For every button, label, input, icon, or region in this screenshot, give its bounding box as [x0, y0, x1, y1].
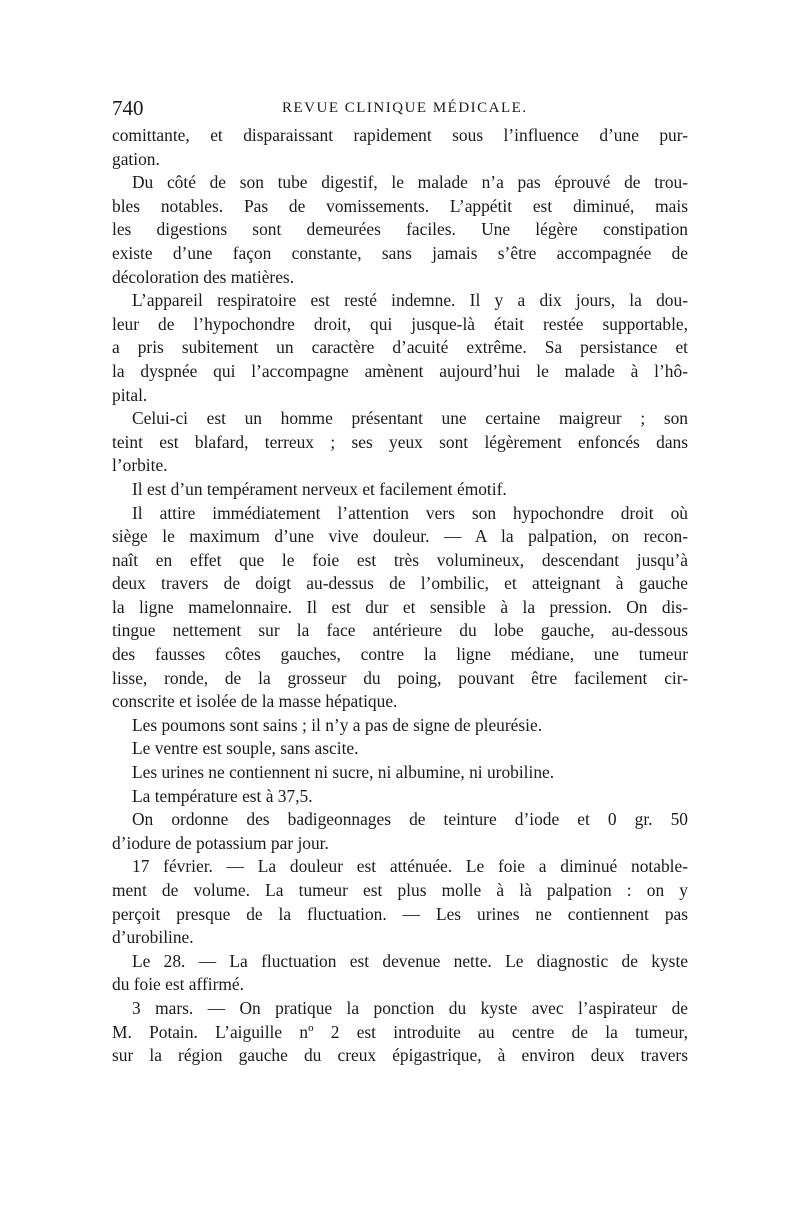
- text-line: L’appareil respiratoire est resté indemne. Il y a dix jours, la dou-: [132, 290, 688, 311]
- running-title: REVUE CLINIQUE MÉDICALE.: [282, 100, 528, 116]
- body-text: [112, 124, 688, 1068]
- text-line: du foie est affirmé.: [112, 974, 244, 995]
- text-line: tingue nettement sur la face antérieure du lobe gauche, au-dessous: [112, 620, 688, 641]
- text-line: 17 février. — La douleur est atténuée. Le foie a diminué notable-: [132, 856, 688, 877]
- text-line: leur de l’hypochondre droit, qui jusque-là était restée supportable,: [112, 313, 688, 334]
- text-line: Le ventre est souple, sans ascite.: [132, 738, 359, 759]
- text-line: d’iodure de potassium par jour.: [112, 832, 329, 853]
- text-line: existe d’une façon constante, sans jamais s’être accompagnée de: [112, 242, 688, 263]
- text-line: gation.: [112, 148, 160, 169]
- text-line: On ordonne des badigeonnages de teinture d’iode et 0 gr. 50: [132, 809, 688, 830]
- text-line: la ligne mamelonnaire. Il est dur et sensible à la pression. On dis-: [112, 596, 688, 617]
- text-line: d’urobiline.: [112, 927, 194, 948]
- text-line: Celui-ci est un homme présentant une certaine maigreur ; son: [132, 408, 688, 429]
- text-line: pital.: [112, 384, 148, 405]
- text-line: comittante, et disparaissant rapidement sous l’influence d’une pur-: [112, 125, 688, 145]
- text-line: ment de volume. La tumeur est plus molle à là palpation : on y: [112, 880, 688, 900]
- text-line: Les urines ne contiennent ni sucre, ni albumine, ni urobiline.: [132, 762, 555, 783]
- text-line: bles notables. Pas de vomissements. L’appétit est diminué, mais: [112, 195, 688, 216]
- text-line: sur la région gauche du creux épigastrique, à environ deux travers: [112, 1045, 688, 1066]
- page-header: [112, 96, 688, 124]
- text-line: la dyspnée qui l’accompagne amènent aujourd’hui le malade à l’hô-: [112, 360, 688, 381]
- text-line: Le 28. — La fluctuation est devenue nette. Le diagnostic de kyste: [132, 950, 688, 971]
- page-number: 740: [112, 96, 144, 120]
- text-line: Du côté de son tube digestif, le malade n’a pas éprouvé de trou-: [132, 172, 688, 193]
- text-line: M. Potain. L’aiguille nº 2 est introduite au centre de la tumeur,: [112, 1021, 688, 1042]
- text-line: siège le maximum d’une vive douleur. — A la palpation, on recon-: [112, 526, 688, 547]
- text-line: lisse, ronde, de la grosseur du poing, pouvant être facilement cir-: [112, 667, 688, 688]
- text-line: naît en effet que le foie est très volumineux, descendant jusqu’à: [112, 549, 688, 570]
- text-line: l’orbite.: [112, 455, 168, 476]
- text-line: perçoit presque de la fluctuation. — Les urines ne contiennent pas: [112, 903, 688, 924]
- document-page: [112, 96, 688, 1068]
- text-line: La température est à 37,5.: [132, 785, 313, 806]
- text-line: teint est blafard, terreux ; ses yeux sont légèrement enfoncés dans: [112, 431, 688, 452]
- text-line: 3 mars. — On pratique la ponction du kyste avec l’aspirateur de: [132, 997, 688, 1018]
- text-line: Il attire immédiatement l’attention vers son hypochondre droit où: [132, 502, 688, 523]
- text-line: deux travers de doigt au-dessus de l’ombilic, et atteignant à gauche: [112, 573, 688, 594]
- text-line: a pris subitement un caractère d’acuité extrême. Sa persistance et: [112, 337, 688, 358]
- text-line: conscrite et isolée de la masse hépatique.: [112, 691, 398, 712]
- text-line: des fausses côtes gauches, contre la ligne médiane, une tumeur: [112, 644, 688, 665]
- text-line: décoloration des matières.: [112, 266, 295, 287]
- text-line: Il est d’un tempérament nerveux et facilement émotif.: [132, 478, 507, 499]
- text-line: les digestions sont demeurées faciles. Une légère constipation: [112, 219, 688, 240]
- text-line: Les poumons sont sains ; il n’y a pas de signe de pleurésie.: [132, 714, 543, 735]
